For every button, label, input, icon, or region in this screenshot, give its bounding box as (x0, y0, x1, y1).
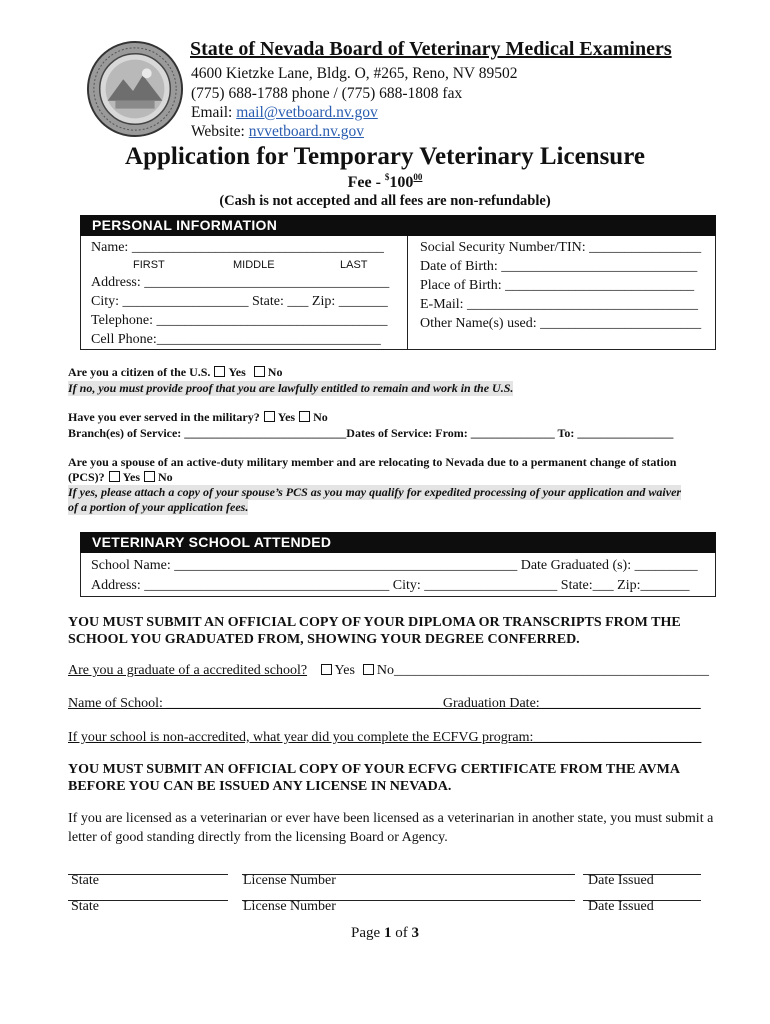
org-name: State of Nevada Board of Veterinary Medical Examiners (190, 38, 672, 60)
citizen-note: If no, you must provide proof that you are lawfully entitled to remain and work in the U.S. (68, 381, 514, 395)
ecfvg-notice: YOU MUST SUBMIT AN OFFICIAL COPY OF YOUR ECFVG CERTIFICATE FROM THE AVMA BEFORE YOU CAN BE ISSUED ANY LICENSE IN NEVADA. (68, 762, 680, 794)
license-number-label-1: License Number (243, 873, 336, 888)
name-field[interactable]: Name: ____________________________________ (91, 240, 384, 255)
ecfvg-question[interactable] (68, 730, 701, 746)
license-issued-label-2: Date Issued (588, 899, 654, 914)
military-yes-label: Yes (277, 410, 296, 424)
license-state-label-1: State (71, 873, 99, 888)
cell-phone-field[interactable]: Cell Phone:________________________________ (91, 332, 381, 347)
military-yes-checkbox[interactable] (264, 411, 275, 422)
accredited-question-text: Are you a graduate of a accredited school? (68, 663, 308, 678)
cash-note: (Cash is not accepted and all fees are non-refundable) (219, 193, 551, 209)
accredited-no-label: No (376, 663, 395, 678)
spouse-pcs-text: (PCS)? (68, 470, 105, 484)
address-field[interactable]: Address: ___________________________________ (91, 275, 390, 290)
license-issued-label-1: Date Issued (588, 873, 654, 888)
military-question-text: Have you ever served in the military? (68, 410, 260, 424)
spouse-note-line2: of a portion of your application fees. (68, 500, 249, 514)
email-label: Email: (191, 104, 237, 121)
page-word: Page (351, 925, 381, 941)
military-question (68, 410, 328, 425)
license-state-label-2: State (71, 899, 99, 914)
last-label: LAST (340, 259, 368, 271)
military-no-checkbox[interactable] (299, 411, 310, 422)
page-title: Application for Temporary Veterinary Licensure (125, 143, 645, 170)
accredited-yes-checkbox[interactable] (321, 664, 332, 675)
school-name-graduation-field[interactable] (68, 696, 701, 712)
state-seal-logo (86, 40, 184, 138)
accredited-yes-label: Yes (334, 663, 355, 678)
citizen-no-label: No (267, 365, 283, 379)
citizen-question (68, 365, 282, 380)
accredited-blank[interactable]: _____________________________________________ (394, 663, 710, 678)
accredited-question (68, 663, 709, 679)
middle-label: MIDDLE (233, 259, 275, 271)
telephone-field[interactable]: Telephone: _________________________________ (91, 313, 388, 328)
personal-info-divider (407, 236, 408, 350)
website-label: Website: (191, 123, 249, 140)
fee-line (0, 172, 770, 192)
spouse-note-line1: If yes, please attach a copy of your spouse’s PCS as you may qualify for expedited processing of your application and waiver (68, 485, 682, 499)
fee-cents: 00 (413, 172, 423, 182)
ssn-field[interactable]: Social Security Number/TIN: ________________ (420, 240, 702, 255)
page-number (0, 925, 770, 942)
page-total: 3 (411, 925, 419, 941)
org-website-line (191, 123, 364, 141)
other-names-field[interactable]: Other Name(s) used: _______________________ (420, 316, 702, 331)
branch-of-service-field[interactable]: Branch(es) of Service: ___________________________Dates of Service: From: ______________ To: ________________ (68, 426, 674, 440)
spouse-no-checkbox[interactable] (144, 471, 155, 482)
page-current: 1 (383, 925, 392, 941)
license-number-label-2: License Number (243, 899, 336, 914)
dob-field[interactable]: Date of Birth: ____________________________ (420, 259, 698, 274)
org-email-line (191, 104, 378, 122)
accredited-no-checkbox[interactable] (363, 664, 374, 675)
diploma-notice: YOU MUST SUBMIT AN OFFICIAL COPY OF YOUR DIPLOMA OR TRANSCRIPTS FROM THE SCHOOL YOU GRADUATED FROM, SHOWING YOUR DEGREE CONFERRED. (68, 615, 681, 647)
fee-dollar: $ (384, 172, 390, 182)
school-name-graduation-text: Name of School: _______________________________________ Graduation Date:_______________________ (68, 696, 701, 711)
spouse-no-label: No (158, 470, 173, 484)
org-address: 4600 Kietzke Lane, Bldg. O, #265, Reno, NV 89502 (191, 65, 518, 82)
school-address-field[interactable]: Address: ___________________________________ City: ___________________ State:___ Zip:_______ (91, 578, 690, 593)
website-link[interactable]: nvvetboard.nv.gov (248, 123, 364, 140)
citizen-no-checkbox[interactable] (254, 366, 265, 377)
ecfvg-question-text: If your school is non-accredited, what year did you complete the ECFVG program:________________________ (68, 730, 702, 745)
page-of: of (395, 925, 408, 941)
spouse-yes-checkbox[interactable] (109, 471, 120, 482)
citizen-question-text: Are you a citizen of the U.S. (68, 365, 211, 379)
pob-field[interactable]: Place of Birth: ___________________________ (420, 278, 695, 293)
spouse-question-line2 (68, 470, 173, 485)
fee-amount: 100 (389, 174, 414, 191)
email-field[interactable]: E-Mail: _________________________________ (420, 297, 699, 312)
vet-school-heading: VETERINARY SCHOOL ATTENDED (80, 532, 716, 553)
org-phone: (775) 688-1788 phone / (775) 688-1808 fax (191, 85, 463, 102)
spouse-yes-label: Yes (122, 470, 141, 484)
licensed-paragraph: If you are licensed as a veterinarian or ever have been licensed as a veterinarian in another state, you must submit a letter of good standing directly from the licensing Board or Agency. (68, 811, 714, 845)
personal-info-heading: PERSONAL INFORMATION (80, 215, 716, 236)
spouse-question-line1: Are you a spouse of an active-duty military member and are relocating to Nevada due to a permanent change of station (68, 455, 677, 469)
email-link[interactable]: mail@vetboard.nv.gov (236, 104, 378, 121)
citizen-yes-checkbox[interactable] (214, 366, 225, 377)
military-no-label: No (313, 410, 328, 424)
first-label: FIRST (133, 259, 165, 271)
fee-prefix: Fee - (347, 174, 385, 191)
citizen-yes-label: Yes (228, 365, 246, 379)
city-state-zip-field[interactable]: City: __________________ State: ___ Zip: _______ (91, 294, 388, 309)
school-name-field[interactable]: School Name: _________________________________________________ Date Graduated (s): _________ (91, 558, 698, 573)
